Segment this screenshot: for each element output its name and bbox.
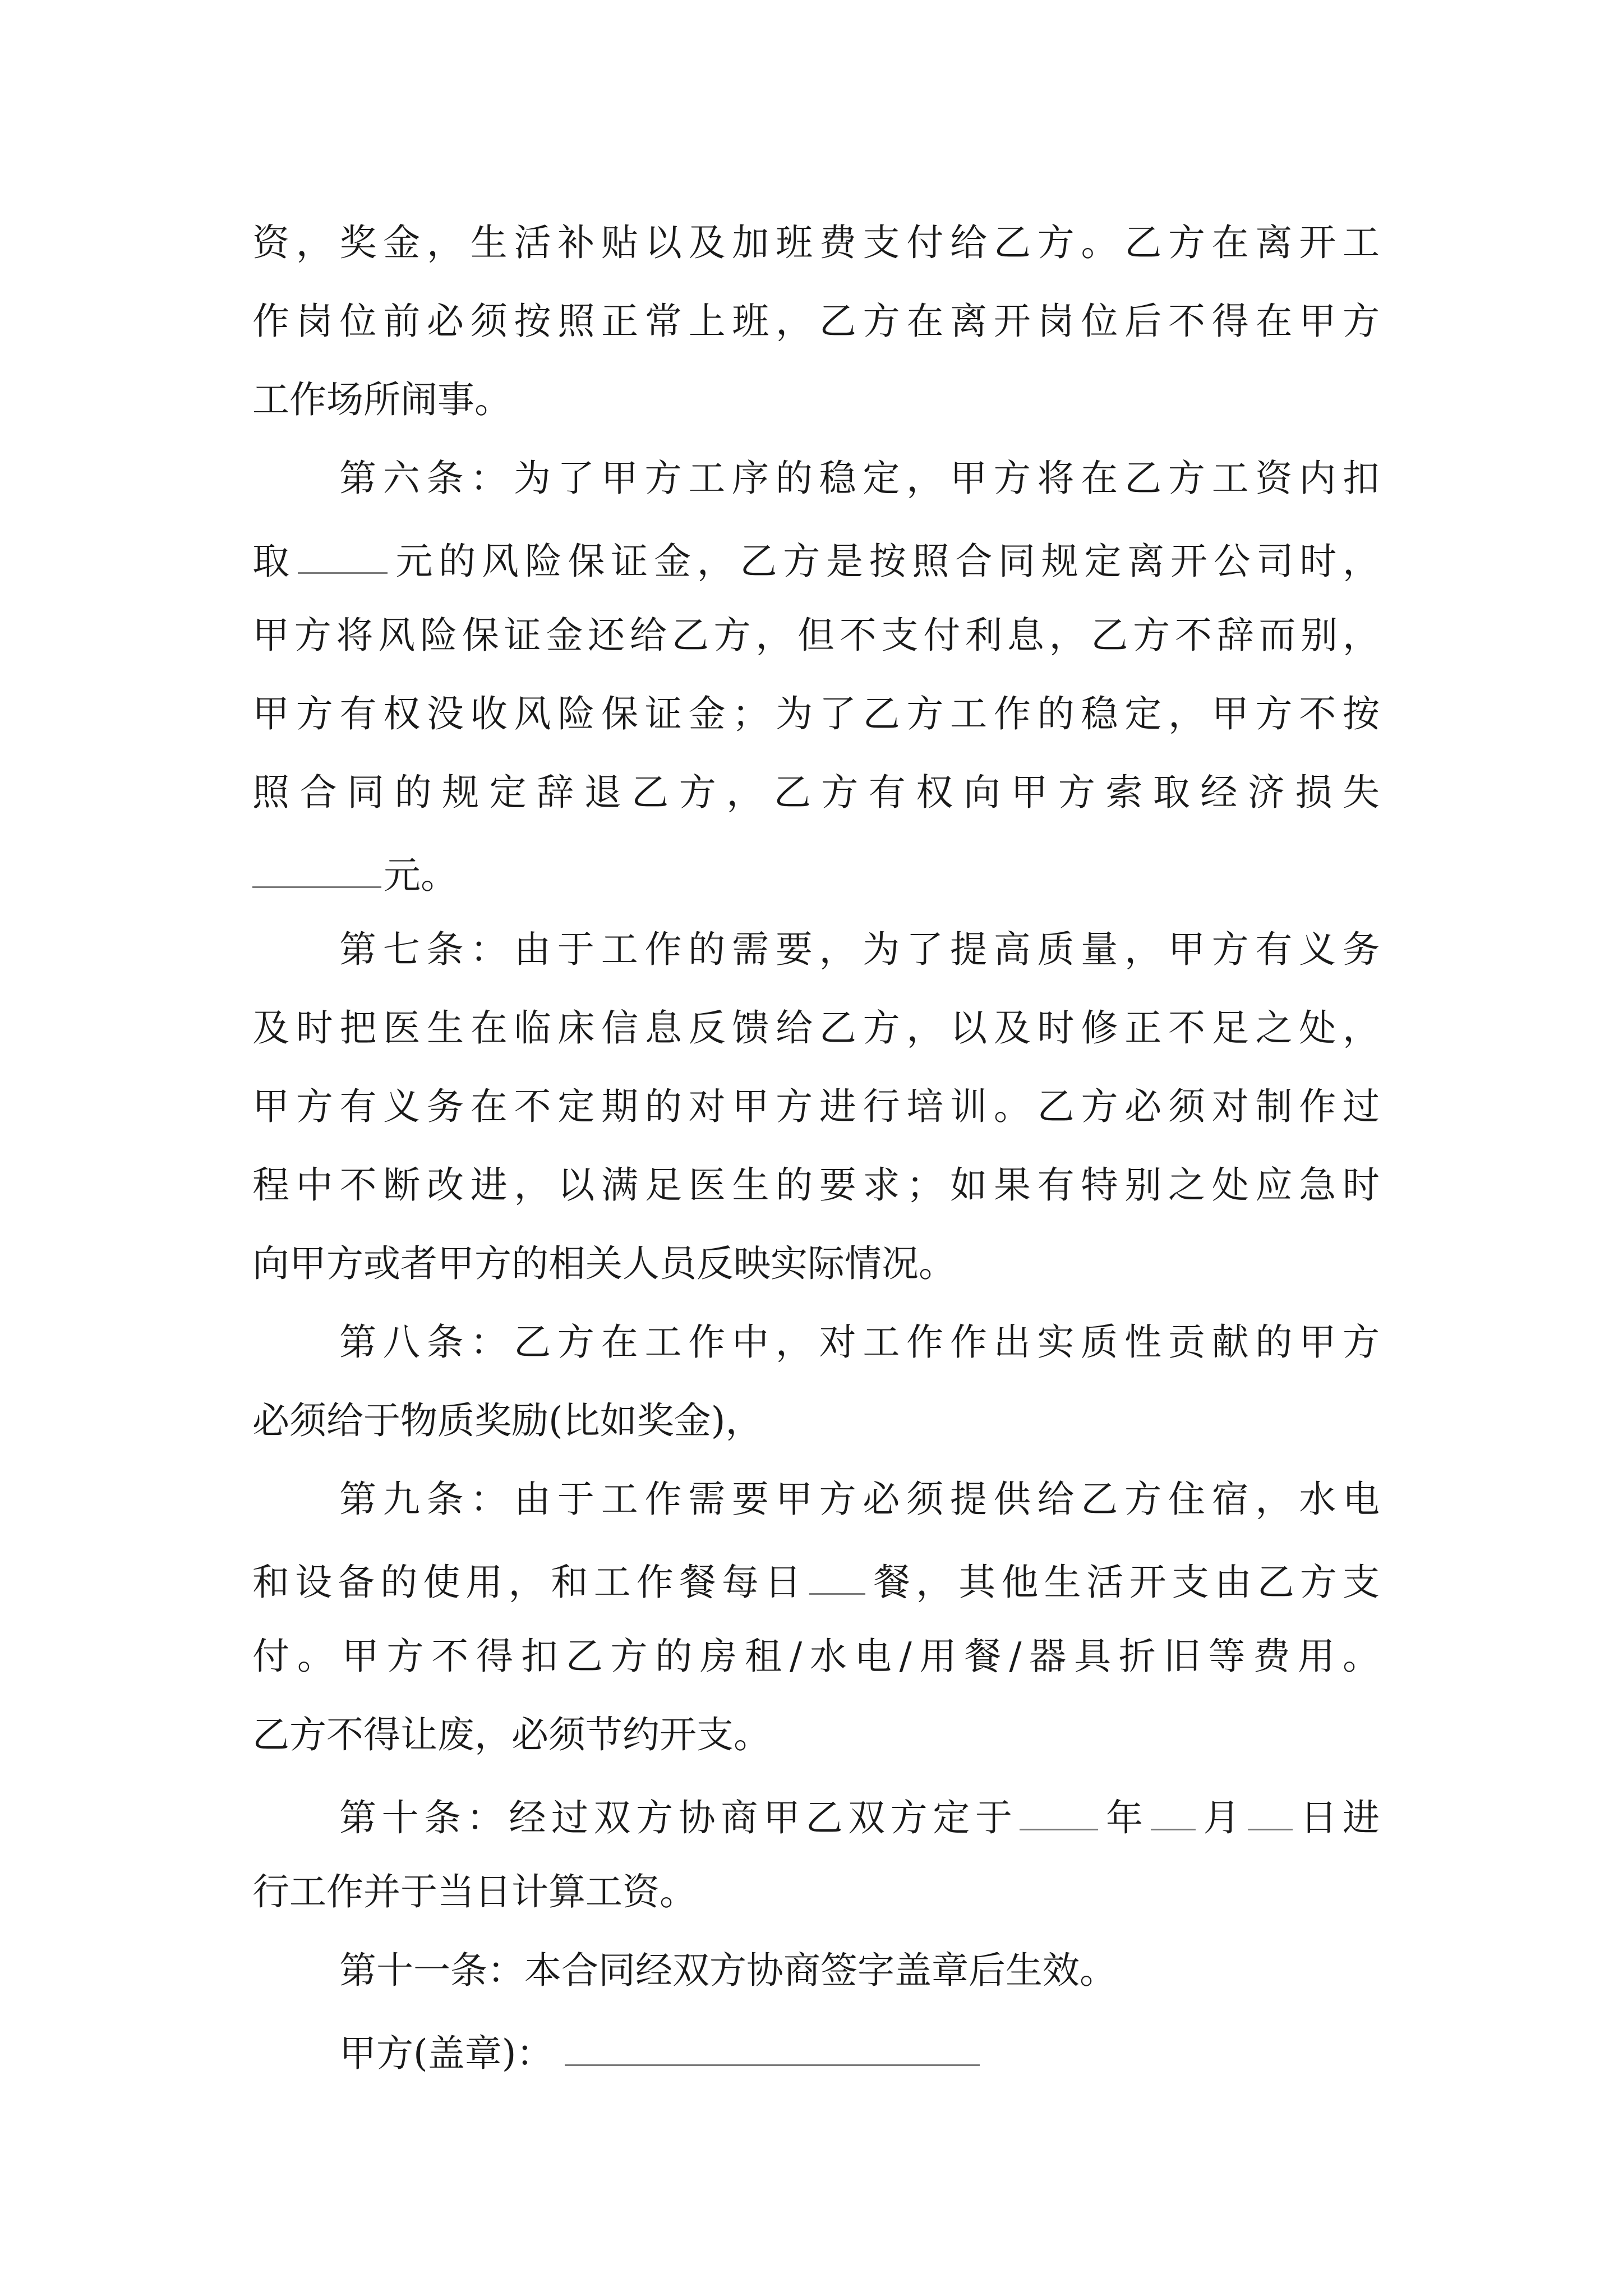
fill-blank[interactable] [1248, 1795, 1293, 1830]
text-fragment: 餐，其他生活开支由乙方支 [868, 1561, 1380, 1604]
article-6-heading: 第六条：为了甲方工序的稳定，甲方将在乙方工资内扣 [339, 457, 1380, 500]
text-fragment: 和设备的使用，和工作餐每日 [252, 1561, 808, 1604]
text-fragment: 年 [1100, 1796, 1149, 1839]
article-10-heading [339, 1795, 1380, 1837]
article-11-heading: 第十一条：本合同经双方协商签字盖章后生效。 [339, 1949, 1117, 1992]
text-line [252, 853, 1380, 897]
fill-blank[interactable] [1020, 1795, 1098, 1830]
text-fragment: 元的风险保证金，乙方是按照合同规定离开公司时， [389, 540, 1380, 583]
text-line: 资，奖金，生活补贴以及加班费支付给乙方。乙方在离开工 [252, 221, 1380, 264]
text-line: 甲方有义务在不定期的对甲方进行培训。乙方必须对制作过 [252, 1085, 1380, 1128]
text-fragment: 取 [252, 540, 296, 583]
text-line: 及时把医生在临床信息反馈给乙方，以及时修正不足之处， [252, 1006, 1380, 1050]
text-line [252, 1559, 1380, 1604]
article-9-heading: 第九条：由于工作需要甲方必须提供给乙方住宿，水电 [339, 1478, 1380, 1521]
text-line: 乙方不得让废，必须节约开支。 [252, 1713, 771, 1756]
text-fragment: 甲方(盖章)： [339, 2032, 554, 2075]
party-a-signature-line [339, 2031, 1380, 2075]
text-fragment: 第十条：经过双方协商甲乙双方定于 [339, 1796, 1018, 1839]
text-line: 行工作并于当日计算工资。 [252, 1870, 697, 1913]
text-line: 作岗位前必须按照正常上班，乙方在离开岗位后不得在甲方 [252, 300, 1380, 343]
text-line: 照合同的规定辞退乙方，乙方有权向甲方索取经济损失 [252, 771, 1380, 814]
text-line [252, 539, 1380, 583]
text-line: 甲方将风险保证金还给乙方，但不支付利息，乙方不辞而别， [252, 614, 1380, 657]
fill-blank[interactable] [1151, 1795, 1196, 1830]
article-8-heading: 第八条：乙方在工作中，对工作作出实质性贡献的甲方 [339, 1320, 1380, 1364]
text-line: 付。甲方不得扣乙方的房租/水电/用餐/器具折旧等费用。 [252, 1635, 1380, 1678]
text-fragment: 月 [1197, 1796, 1246, 1839]
text-line: 工作场所闹事。 [252, 378, 511, 421]
fill-blank[interactable] [252, 853, 381, 888]
article-7-heading: 第七条：由于工作的需要，为了提高质量，甲方有义务 [339, 928, 1380, 971]
text-line: 必须给于物质奖励(比如奖金)， [252, 1399, 763, 1442]
text-fragment: 日进 [1294, 1796, 1380, 1839]
text-line: 甲方有权没收风险保证金；为了乙方工作的稳定，甲方不按 [252, 692, 1380, 735]
text-fragment: 元。 [384, 854, 458, 897]
text-line: 程中不断改进，以满足医生的要求；如果有特别之处应急时 [252, 1163, 1380, 1207]
text-line: 向甲方或者甲方的相关人员反映实际情况。 [252, 1242, 956, 1285]
fill-blank[interactable] [809, 1559, 865, 1595]
fill-blank[interactable] [298, 539, 388, 574]
party-a-seal-field[interactable] [565, 2031, 980, 2066]
